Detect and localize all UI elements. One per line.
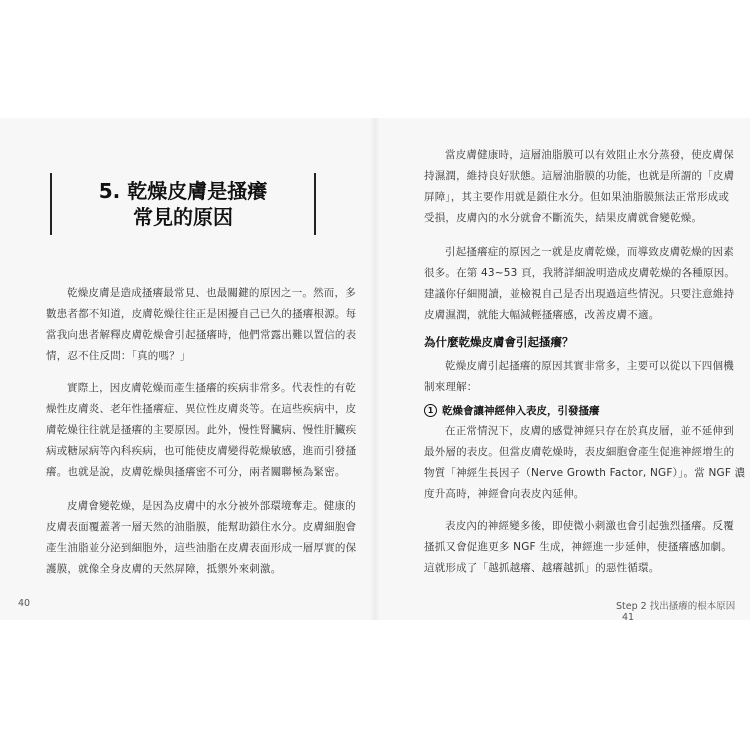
right-point-paragraph-2: 表皮內的神經變多後，即使微小刺激也會引起強烈搔癢。反覆 搔抓又會促進更多 NGF 生成，神經進一步延伸，使搔癢感加劇。 這就形成了「越抓越癢、越癢越抓」的惡性循環。 (424, 520, 734, 574)
running-head: Step 2 找出搔癢的根本原因 (616, 601, 736, 612)
point-heading-text: 乾燥會讓神經伸入表皮，引發搔癢 (442, 405, 600, 417)
right-page-number: 41 (622, 612, 635, 623)
left-paragraph-3: 皮膚會變乾燥，是因為皮膚中的水分被外部環境奪走。健康的 皮膚表面覆蓋著一層天然的油脂膜，能幫助鎖住水分。皮膚細胞會 產生油脂並分泌到細胞外，這些油脂在皮膚表面形成一層厚實的保 護膜，就像全身皮膚的天然屏障，抵禦外來刺激。 (46, 500, 357, 575)
right-point-paragraph-1: 在正常情況下，皮膚的感覺神經只存在於真皮層，並不延伸到 最外層的表皮。但當皮膚乾燥時，表皮細胞會產生促進神經增生的 物質「神經生長因子（Nerve Growth Factor, NGF）」。當 NGF 濃 度升高時，神經會向表皮內延伸。 (424, 425, 746, 500)
right-intro: 乾燥皮膚引起搔癢的原因其實非常多，主要可以從以下四個機 制來理解： (424, 360, 734, 393)
book-gutter (370, 118, 380, 620)
point-number-badge: 1 (424, 404, 437, 417)
left-paragraph-2: 實際上，因皮膚乾燥而產生搔癢的疾病非常多。代表性的有乾 燥性皮膚炎、老年性搔癢症、異位性皮膚炎等。在這些疾病中，皮 膚乾燥往往就是搔癢的主要原因。此外，慢性腎臟病、慢性肝臟疾 病或糖尿病等內科疾病，也可能使皮膚變得乾燥敏感，進而引發搔 癢。也就是說，皮膚乾燥與搔癢密不可分，兩者關聯極為緊密。 (46, 382, 357, 478)
left-paragraph-1: 乾燥皮膚是造成搔癢最常見、也最關鍵的原因之一。然而，多 數患者都不知道，皮膚乾燥往往正是困擾自己已久的搔癢根源。每 當我向患者解釋皮膚乾燥會引起搔癢時，他們常露出難以置信的表 情，忍不住反問：「真的嗎？」 (46, 287, 357, 362)
section-subheading: 為什麼乾燥皮膚會引起搔癢？ (424, 335, 574, 349)
chapter-title-box (50, 173, 316, 235)
right-paragraph-1: 當皮膚健康時，這層油脂膜可以有效阻止水分蒸發，使皮膚保 持濕潤，維持良好狀態。這層油脂膜的功能，也就是所謂的「皮膚 屏障」，其主要作用就是鎖住水分。但如果油脂膜無法正常形成或 受損，皮膚內的水分就會不斷流失，結果皮膚就會變乾燥。 (424, 149, 735, 224)
right-folio (616, 598, 750, 623)
chapter-title-line2: 常見的原因 (133, 205, 233, 229)
chapter-title-line1: 5. 乾燥皮膚是搔癢 (98, 179, 268, 203)
point-heading-1 (424, 403, 600, 418)
right-paragraph-2: 引起搔癢症的原因之一就是皮膚乾燥，而導致皮膚乾燥的因素 很多。在第 43~53 頁，我將詳細說明造成皮膚乾燥的各種原因。 建議你仔細閱讀，並檢視自己是否出現過這些情況。只要注意維持 皮膚濕潤，就能大幅減輕搔癢感，改善皮膚不適。 (424, 246, 736, 321)
left-page-number: 40 (18, 598, 31, 609)
